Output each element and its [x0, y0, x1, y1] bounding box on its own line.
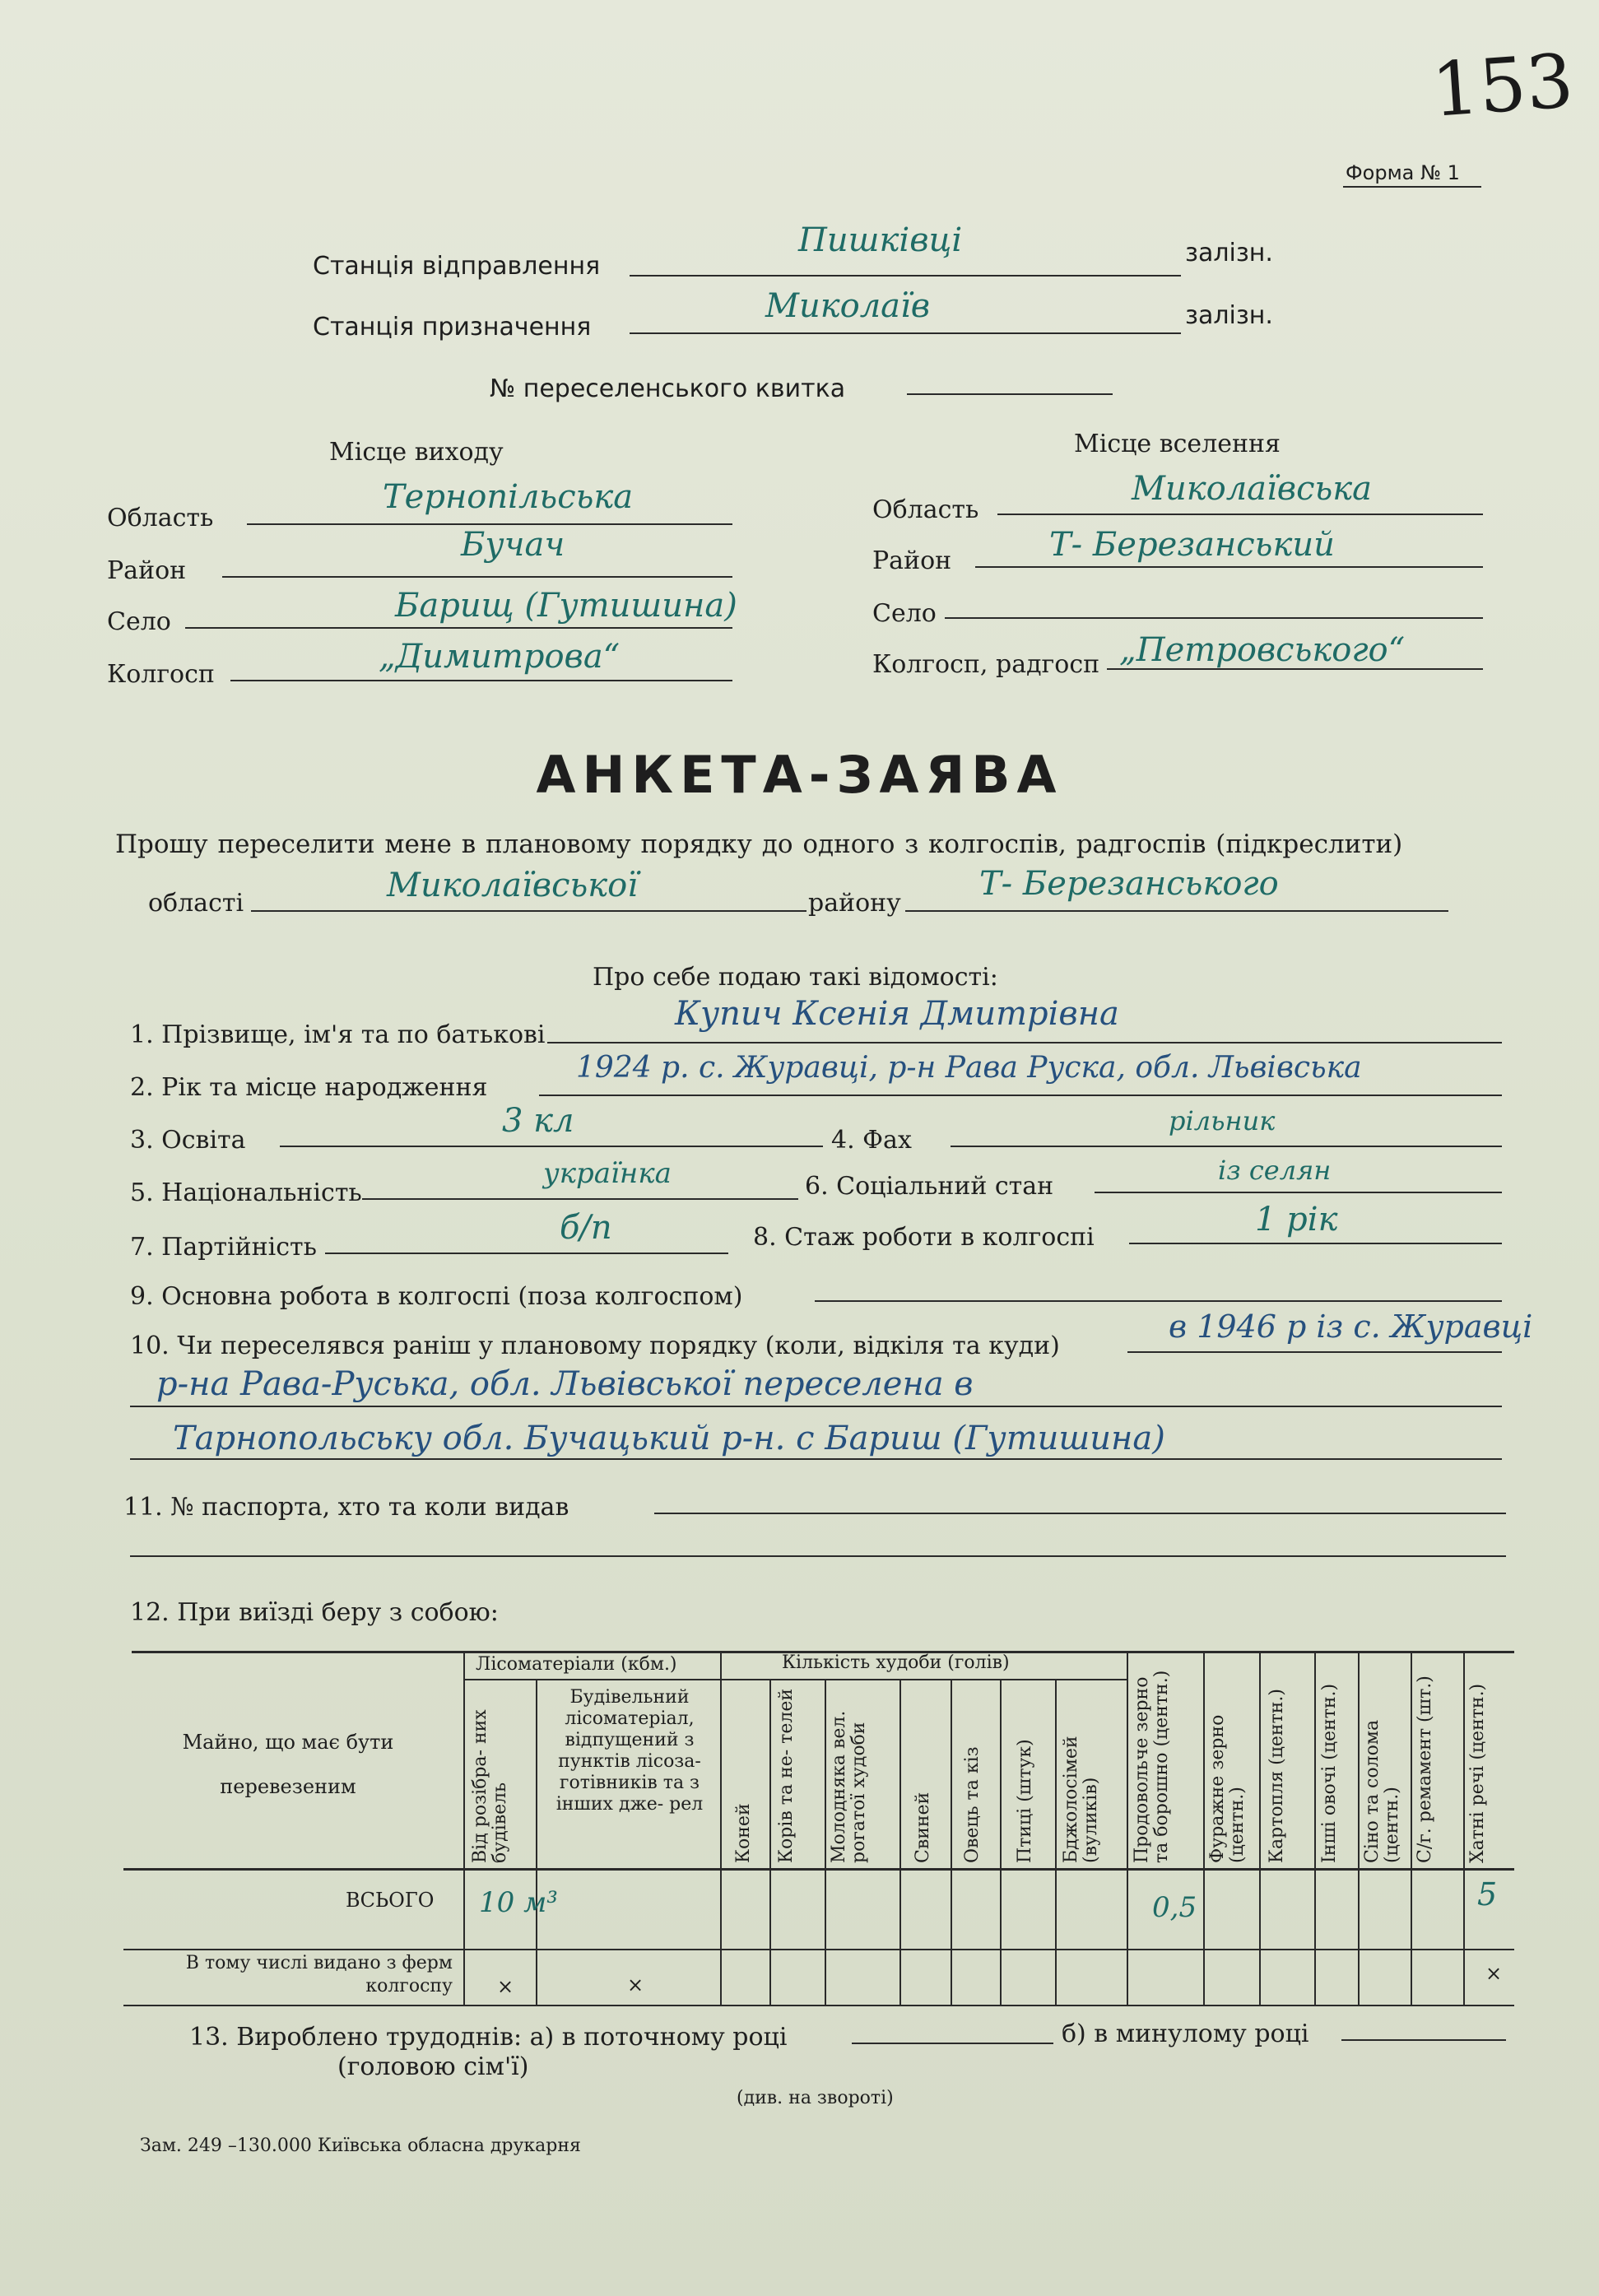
field-10-value-3: Тарнопольську обл. Бучацький р-н. с Бариш (Гутишина) [173, 1420, 1165, 1457]
field-10-label: 10. Чи переселявся раніш у плановому порядку (коли, відкіля та куди) [130, 1332, 1060, 1360]
field-7-value: б/п [560, 1209, 612, 1247]
origin-oblast-label: Область [107, 504, 214, 532]
destination-raion-label: Район [872, 546, 952, 575]
col-food: Продовольче зерно та борошно (центн.) [1132, 1670, 1172, 1863]
request-oblast-value: Миколаївської [387, 867, 639, 904]
total-dismantled-value: 10 м³ [479, 1886, 558, 1919]
field-5-value: українка [543, 1157, 672, 1190]
field-9-label: 9. Основна робота в колгоспі (поза колгоспом) [130, 1282, 743, 1311]
col-cows: Корів та не- телей [776, 1688, 797, 1863]
col-hay: Сіно та солома (центн.) [1362, 1719, 1402, 1863]
col-horses: Коней [733, 1803, 754, 1863]
origin-selo-label: Село [107, 607, 171, 636]
cross-household: × [1485, 1962, 1503, 1985]
col-young: Молодняка вел. рогатої худоби [829, 1710, 869, 1863]
page-number: 153 [1429, 38, 1577, 134]
field-10-value-2: р-на Рава-Руська, обл. Львівської переселена в [156, 1365, 974, 1403]
col-property: Майно, що має бути перевезеним [182, 1731, 394, 1798]
field-4-value: рільник [1169, 1105, 1276, 1136]
destination-oblast-label: Область [872, 495, 979, 524]
destination-heading: Місце вселення [1074, 430, 1281, 458]
request-line: Прошу переселити мене в плановому порядку до одного з колгоспів, радгоспів (підкреслити) [115, 830, 1403, 859]
origin-oblast-value: Тернопільська [383, 478, 634, 516]
col-potato: Картопля (центн.) [1267, 1689, 1287, 1863]
field-8-label: 8. Стаж роботи в колгоспі [753, 1223, 1095, 1252]
field-2-label: 2. Рік та місце народження [130, 1073, 488, 1102]
departure-rail-suffix: залізн. [1185, 239, 1273, 267]
departure-station-value: Пишківці [798, 221, 963, 259]
arrival-rail-suffix: залізн. [1185, 301, 1273, 330]
col-sheep: Овець та кіз [962, 1746, 983, 1863]
printer-imprint: Зам. 249 –130.000 Київська обласна друкарня [140, 2136, 581, 2156]
col-household: Хатні речі (центн.) [1467, 1683, 1488, 1863]
col-fodder: Фуражне зерно (центн.) [1207, 1714, 1248, 1863]
col-dismantled: Від розібра- них будівель [470, 1709, 510, 1863]
col-tools: С/г. ремамент (шт.) [1415, 1676, 1435, 1863]
field-8-value: 1 рік [1255, 1201, 1338, 1239]
col-birds: Птиці (штук) [1015, 1739, 1035, 1863]
departure-station-label: Станція відправлення [313, 252, 601, 281]
row-total-label: ВСЬОГО [346, 1889, 435, 1912]
arrival-station-value: Миколаїв [765, 287, 931, 325]
workdays-label: 13. Вироблено трудоднів: а) в поточному році [189, 2023, 788, 2052]
arrival-station-label: Станція призначення [313, 313, 592, 342]
field-1-label: 1. Прізвище, ім'я та по батькові [130, 1020, 546, 1049]
total-household-value: 5 [1477, 1876, 1498, 1913]
destination-selo-label: Село [872, 599, 937, 628]
field-5-label: 5. Національність [130, 1178, 362, 1207]
field-10-value-1: в 1946 р із с. Журавці [1169, 1308, 1533, 1345]
col-veg: Інші овочі (центн.) [1319, 1683, 1340, 1863]
destination-oblast-value: Миколаївська [1132, 470, 1372, 508]
origin-raion-label: Район [107, 556, 187, 585]
ticket-label: № переселенського квитка [490, 374, 846, 403]
col-bees: Бджолосімей (вуликів) [1061, 1736, 1101, 1863]
cross-building: × [627, 1973, 644, 1996]
group-livestock: Кількість худоби (голів) [782, 1652, 1010, 1673]
total-food-value: 0,5 [1152, 1891, 1197, 1924]
origin-selo-value: Барищ (Гутишина) [395, 587, 737, 625]
destination-kolhosp-value: „Петровського“ [1119, 631, 1406, 669]
request-raion-label: району [808, 889, 901, 918]
document-title: АНКЕТА-ЗАЯВА [536, 745, 1063, 805]
origin-heading: Місце виходу [329, 438, 504, 467]
col-pigs: Свиней [913, 1792, 933, 1863]
field-12-label: 12. При виїзді беру з собою: [130, 1598, 499, 1627]
field-6-value: із селян [1218, 1155, 1332, 1186]
field-7-label: 7. Партійність [130, 1233, 317, 1262]
destination-kolhosp-label: Колгосп, радгосп [872, 650, 1100, 679]
destination-raion-value: Т- Березанський [1049, 526, 1335, 564]
col-building: Будівельний лісоматеріал, відпущений з пунктів лісоза- готівників та з інших дже- рел [555, 1687, 704, 1815]
origin-kolhosp-value: „Димитрова“ [379, 638, 621, 676]
workdays-label-b: б) в минулому році [1062, 2019, 1309, 2048]
see-back-note: (див. на звороті) [737, 2088, 894, 2108]
request-oblast-label: області [148, 889, 244, 918]
origin-raion-value: Бучач [461, 526, 565, 564]
field-6-label: 6. Соціальний стан [805, 1172, 1054, 1201]
row-farm-label: В тому числі видано з ферм колгоспу [185, 1953, 453, 1996]
workdays-sub: (головою сім'ї) [337, 2052, 529, 2081]
field-11-label: 11. № паспорта, хто та коли видав [123, 1493, 569, 1522]
cross-dismantled: × [497, 1975, 514, 1998]
form-number: Форма № 1 [1346, 161, 1460, 184]
field-3-label: 3. Освіта [130, 1126, 246, 1155]
intro-text: Про себе подаю такі відомості: [593, 963, 998, 992]
request-raion-value: Т- Березанського [979, 865, 1279, 903]
field-2-value: 1924 р. с. Журавці, р-н Рава Руска, обл. Львівська [576, 1051, 1362, 1085]
group-lumber: Лісоматеріали (кбм.) [476, 1654, 677, 1675]
field-4-label: 4. Фах [831, 1126, 912, 1155]
field-3-value: 3 кл [502, 1102, 574, 1140]
field-1-value: Купич Ксенія Дмитрівна [675, 995, 1119, 1033]
origin-kolhosp-label: Колгосп [107, 660, 215, 689]
